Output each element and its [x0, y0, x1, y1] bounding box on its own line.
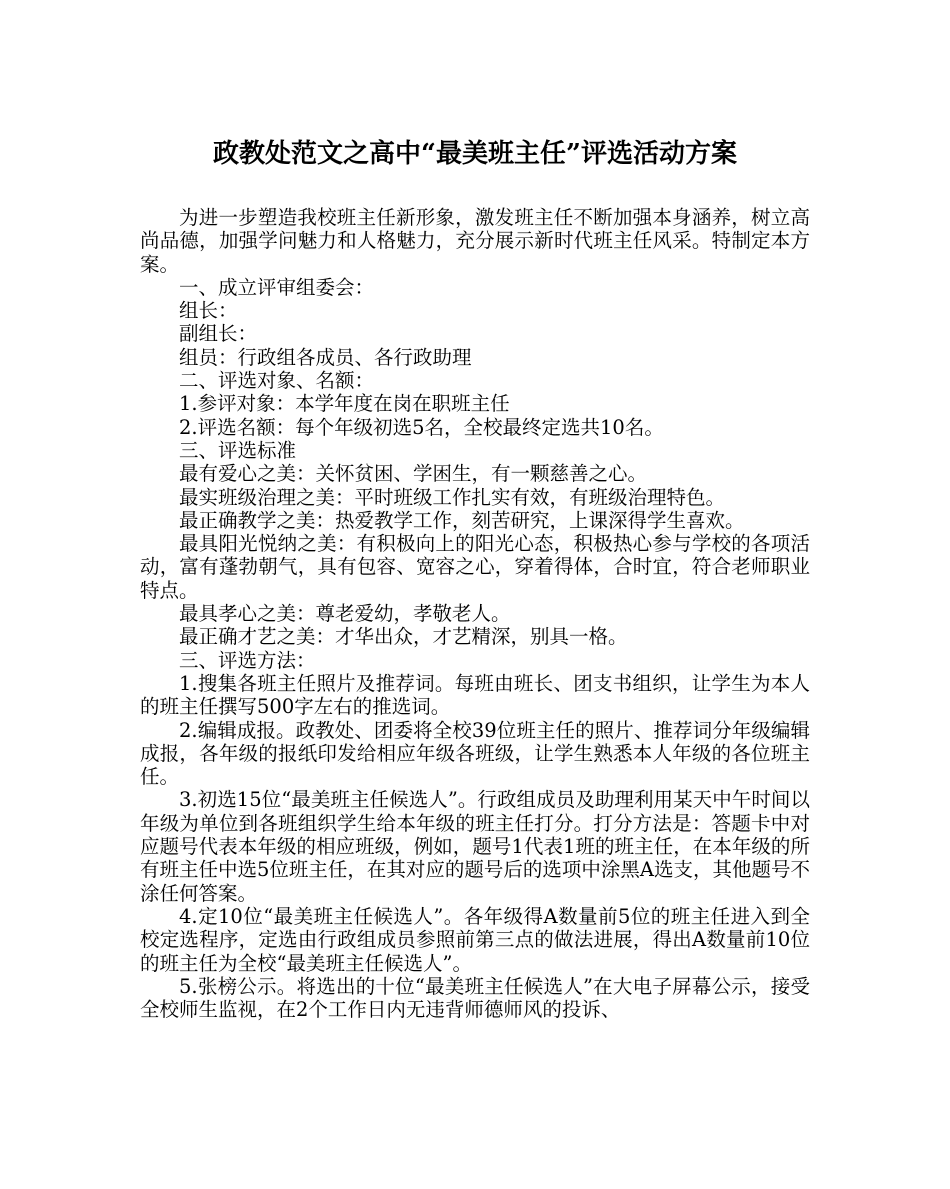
criteria-item: 最实班级治理之美：平时班级工作扎实有效，有班级治理特色。 — [179, 485, 726, 509]
document-body — [140, 206, 810, 1021]
committee-vice-leader: 副组长： — [179, 322, 258, 346]
method-step: 4.定10位“最美班主任候选人”。各年级得A数量前5位的班主任进入到全校定选程序，定选由行政组成员参照前第三点的做法进展，得出A数量前10位的班主任为全校“最美班主任候选人”。 — [140, 904, 810, 975]
method-step: 5.张榜公示。将选出的十位“最美班主任候选人”在大电子屏幕公示，接受全校师生监视，在2个工作日内无违背师德师风的投诉、 — [140, 974, 810, 1022]
section-heading-methods: 三、评选方法： — [179, 648, 316, 672]
section-heading-criteria: 三、评选标准 — [179, 438, 297, 462]
method-step: 2.编辑成报。政教处、团委将全校39位班主任的照片、推荐词分年级编辑成报，各年级的报纸印发给相应年级各班级，让学生熟悉本人年级的各位班主任。 — [140, 718, 810, 789]
criteria-item: 最具阳光悦纳之美：有积极向上的阳光心态，积极热心参与学校的各项活动，富有蓬勃朝气，具有包容、宽容之心，穿着得体，合时宜，符合老师职业特点。 — [140, 532, 810, 602]
document-title: 政教处范文之高中“最美班主任”评选活动方案 — [213, 139, 737, 169]
committee-leader: 组长： — [179, 299, 238, 323]
criteria-item: 最具孝心之美：尊老爱幼，孝敬老人。 — [179, 602, 511, 626]
criteria-item: 最正确教学之美：热爱教学工作，刻苦研究，上课深得学生喜欢。 — [179, 508, 745, 532]
method-step: 3.初选15位“最美班主任候选人”。行政组成员及助理利用某天中午时间以年级为单位到各班组织学生给本年级的班主任打分。打分方法是：答题卡中对应题号代表本年级的相应班级，例如，题号1代表1班的班主任，在本年级的所有班主任中选5位班主任，在其对应的题号后的选项中涂黑A选支，其他题号不涂任何答案。 — [140, 788, 810, 905]
section-heading-targets: 二、评选对象、名额： — [179, 369, 375, 393]
criteria-item: 最正确才艺之美：才华出众，才艺精深，别具一格。 — [179, 625, 628, 649]
target-quota: 2.评选名额：每个年级初选5名，全校最终定选共10名。 — [179, 415, 664, 439]
target-participants: 1.参评对象：本学年度在岗在职班主任 — [179, 392, 510, 416]
committee-members: 组员：行政组各成员、各行政助理 — [179, 345, 472, 369]
intro-paragraph: 为进一步塑造我校班主任新形象，激发班主任不断加强本身涵养，树立高尚品德，加强学问魅力和人格魅力，充分展示新时代班主任风采。特制定本方案。 — [140, 206, 810, 276]
method-step: 1.搜集各班主任照片及推荐词。每班由班长、团支书组织，让学生为本人的班主任撰写500字左右的推选词。 — [140, 671, 810, 719]
section-heading-committee: 一、成立评审组委会： — [179, 275, 375, 299]
criteria-item: 最有爱心之美：关怀贫困、学困生，有一颗慈善之心。 — [179, 462, 648, 486]
